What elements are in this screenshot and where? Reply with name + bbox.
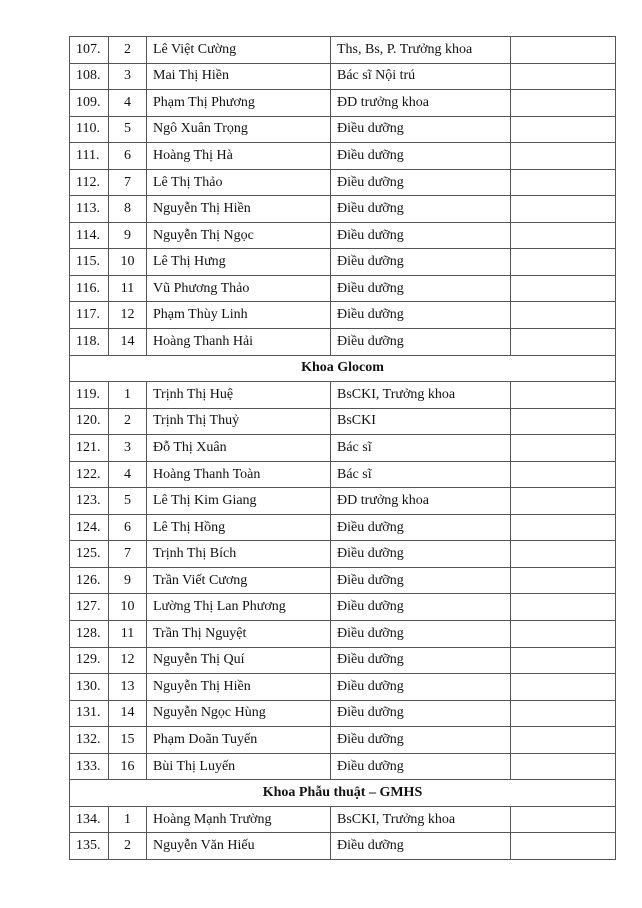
department-number-cell: 1 [109,382,147,409]
department-number-cell: 9 [109,222,147,249]
note-cell [511,169,616,196]
position-cell: Điều dưỡng [331,621,511,648]
full-name-cell: Nguyễn Thị Hiền [147,674,331,701]
table-row [70,249,616,276]
note-cell [511,727,616,754]
full-name-cell: Ngô Xuân Trọng [147,116,331,143]
table-row [70,833,616,860]
note-cell [511,514,616,541]
table-row [70,222,616,249]
row-index-cell: 111. [70,143,109,170]
position-cell: Điều dưỡng [331,674,511,701]
position-cell: Điều dưỡng [331,833,511,860]
table-row [70,647,616,674]
department-number-cell: 2 [109,833,147,860]
note-cell [511,37,616,64]
note-cell [511,408,616,435]
department-title: Khoa Glocom [70,355,616,382]
department-header-row [70,355,616,382]
department-number-cell: 4 [109,461,147,488]
full-name-cell: Nguyễn Thị Hiền [147,196,331,223]
row-index-cell: 114. [70,222,109,249]
table-row [70,37,616,64]
full-name-cell: Nguyễn Ngọc Hùng [147,700,331,727]
position-cell: BsCKI [331,408,511,435]
full-name-cell: Đỗ Thị Xuân [147,435,331,462]
row-index-cell: 118. [70,329,109,356]
position-cell: Bác sĩ Nội trú [331,63,511,90]
department-number-cell: 15 [109,727,147,754]
full-name-cell: Trịnh Thị Bích [147,541,331,568]
row-index-cell: 125. [70,541,109,568]
department-number-cell: 4 [109,90,147,117]
table-row [70,727,616,754]
department-number-cell: 14 [109,700,147,727]
department-number-cell: 12 [109,302,147,329]
row-index-cell: 130. [70,674,109,701]
full-name-cell: Nguyễn Văn Hiếu [147,833,331,860]
department-number-cell: 6 [109,514,147,541]
row-index-cell: 115. [70,249,109,276]
department-number-cell: 5 [109,116,147,143]
position-cell: Điều dưỡng [331,514,511,541]
department-number-cell: 11 [109,621,147,648]
note-cell [511,275,616,302]
department-number-cell: 13 [109,674,147,701]
row-index-cell: 117. [70,302,109,329]
full-name-cell: Phạm Thùy Linh [147,302,331,329]
note-cell [511,806,616,833]
position-cell: Điều dưỡng [331,567,511,594]
table-row [70,514,616,541]
note-cell [511,222,616,249]
department-number-cell: 2 [109,408,147,435]
table-row [70,196,616,223]
department-number-cell: 16 [109,753,147,780]
note-cell [511,541,616,568]
row-index-cell: 122. [70,461,109,488]
position-cell: Điều dưỡng [331,541,511,568]
department-number-cell: 7 [109,169,147,196]
full-name-cell: Bùi Thị Luyến [147,753,331,780]
note-cell [511,116,616,143]
row-index-cell: 108. [70,63,109,90]
position-cell: Điều dưỡng [331,302,511,329]
table-row [70,116,616,143]
row-index-cell: 134. [70,806,109,833]
note-cell [511,488,616,515]
row-index-cell: 132. [70,727,109,754]
full-name-cell: Phạm Thị Phương [147,90,331,117]
note-cell [511,594,616,621]
note-cell [511,674,616,701]
note-cell [511,196,616,223]
position-cell: Điều dưỡng [331,143,511,170]
full-name-cell: Trần Viết Cương [147,567,331,594]
row-index-cell: 113. [70,196,109,223]
full-name-cell: Hoàng Thanh Hải [147,329,331,356]
department-number-cell: 11 [109,275,147,302]
note-cell [511,753,616,780]
full-name-cell: Lê Thị Thảo [147,169,331,196]
department-number-cell: 14 [109,329,147,356]
full-name-cell: Hoàng Thị Hà [147,143,331,170]
note-cell [511,833,616,860]
position-cell: Điều dưỡng [331,329,511,356]
department-number-cell: 10 [109,594,147,621]
table-row [70,541,616,568]
department-title: Khoa Phẫu thuật – GMHS [70,780,616,807]
full-name-cell: Nguyễn Thị Quí [147,647,331,674]
position-cell: Điều dưỡng [331,196,511,223]
table-row [70,143,616,170]
row-index-cell: 126. [70,567,109,594]
note-cell [511,249,616,276]
full-name-cell: Trịnh Thị Thuỷ [147,408,331,435]
full-name-cell: Lê Thị Hồng [147,514,331,541]
row-index-cell: 121. [70,435,109,462]
position-cell: Điều dưỡng [331,647,511,674]
row-index-cell: 128. [70,621,109,648]
department-number-cell: 10 [109,249,147,276]
table-row [70,674,616,701]
row-index-cell: 110. [70,116,109,143]
table-row [70,382,616,409]
department-number-cell: 5 [109,488,147,515]
note-cell [511,143,616,170]
full-name-cell: Lê Việt Cường [147,37,331,64]
full-name-cell: Vũ Phương Thảo [147,275,331,302]
position-cell: Điều dưỡng [331,700,511,727]
table-row [70,408,616,435]
row-index-cell: 119. [70,382,109,409]
full-name-cell: Lường Thị Lan Phương [147,594,331,621]
full-name-cell: Hoàng Mạnh Trường [147,806,331,833]
row-index-cell: 120. [70,408,109,435]
note-cell [511,647,616,674]
position-cell: BsCKI, Trưởng khoa [331,806,511,833]
position-cell: Điều dưỡng [331,727,511,754]
table-row [70,806,616,833]
note-cell [511,382,616,409]
note-cell [511,63,616,90]
staff-table-body [70,37,616,860]
table-row [70,621,616,648]
full-name-cell: Hoàng Thanh Toàn [147,461,331,488]
full-name-cell: Trịnh Thị Huệ [147,382,331,409]
note-cell [511,461,616,488]
position-cell: BsCKI, Trưởng khoa [331,382,511,409]
table-row [70,329,616,356]
full-name-cell: Phạm Doãn Tuyến [147,727,331,754]
row-index-cell: 129. [70,647,109,674]
department-number-cell: 3 [109,63,147,90]
position-cell: Điều dưỡng [331,249,511,276]
row-index-cell: 124. [70,514,109,541]
position-cell: Điều dưỡng [331,169,511,196]
department-number-cell: 2 [109,37,147,64]
department-number-cell: 12 [109,647,147,674]
position-cell: Bác sĩ [331,435,511,462]
table-row [70,488,616,515]
table-row [70,90,616,117]
note-cell [511,700,616,727]
position-cell: Điều dưỡng [331,753,511,780]
table-row [70,63,616,90]
note-cell [511,90,616,117]
table-row [70,594,616,621]
position-cell: Điều dưỡng [331,116,511,143]
full-name-cell: Trần Thị Nguyệt [147,621,331,648]
note-cell [511,435,616,462]
note-cell [511,302,616,329]
staff-table [69,36,616,860]
table-row [70,753,616,780]
row-index-cell: 133. [70,753,109,780]
table-row [70,302,616,329]
department-number-cell: 9 [109,567,147,594]
full-name-cell: Lê Thị Hưng [147,249,331,276]
full-name-cell: Lê Thị Kim Giang [147,488,331,515]
position-cell: Điều dưỡng [331,222,511,249]
row-index-cell: 127. [70,594,109,621]
table-row [70,435,616,462]
row-index-cell: 112. [70,169,109,196]
row-index-cell: 109. [70,90,109,117]
department-number-cell: 8 [109,196,147,223]
position-cell: ĐD trưởng khoa [331,90,511,117]
note-cell [511,329,616,356]
note-cell [511,621,616,648]
row-index-cell: 116. [70,275,109,302]
table-row [70,700,616,727]
position-cell: Điều dưỡng [331,594,511,621]
department-number-cell: 1 [109,806,147,833]
full-name-cell: Mai Thị Hiền [147,63,331,90]
row-index-cell: 107. [70,37,109,64]
position-cell: Bác sĩ [331,461,511,488]
department-number-cell: 3 [109,435,147,462]
table-row [70,461,616,488]
table-row [70,169,616,196]
department-number-cell: 6 [109,143,147,170]
position-cell: Ths, Bs, P. Trưởng khoa [331,37,511,64]
note-cell [511,567,616,594]
row-index-cell: 135. [70,833,109,860]
full-name-cell: Nguyễn Thị Ngọc [147,222,331,249]
row-index-cell: 131. [70,700,109,727]
table-row [70,275,616,302]
position-cell: Điều dưỡng [331,275,511,302]
position-cell: ĐD trưởng khoa [331,488,511,515]
table-row [70,567,616,594]
department-header-row [70,780,616,807]
department-number-cell: 7 [109,541,147,568]
row-index-cell: 123. [70,488,109,515]
